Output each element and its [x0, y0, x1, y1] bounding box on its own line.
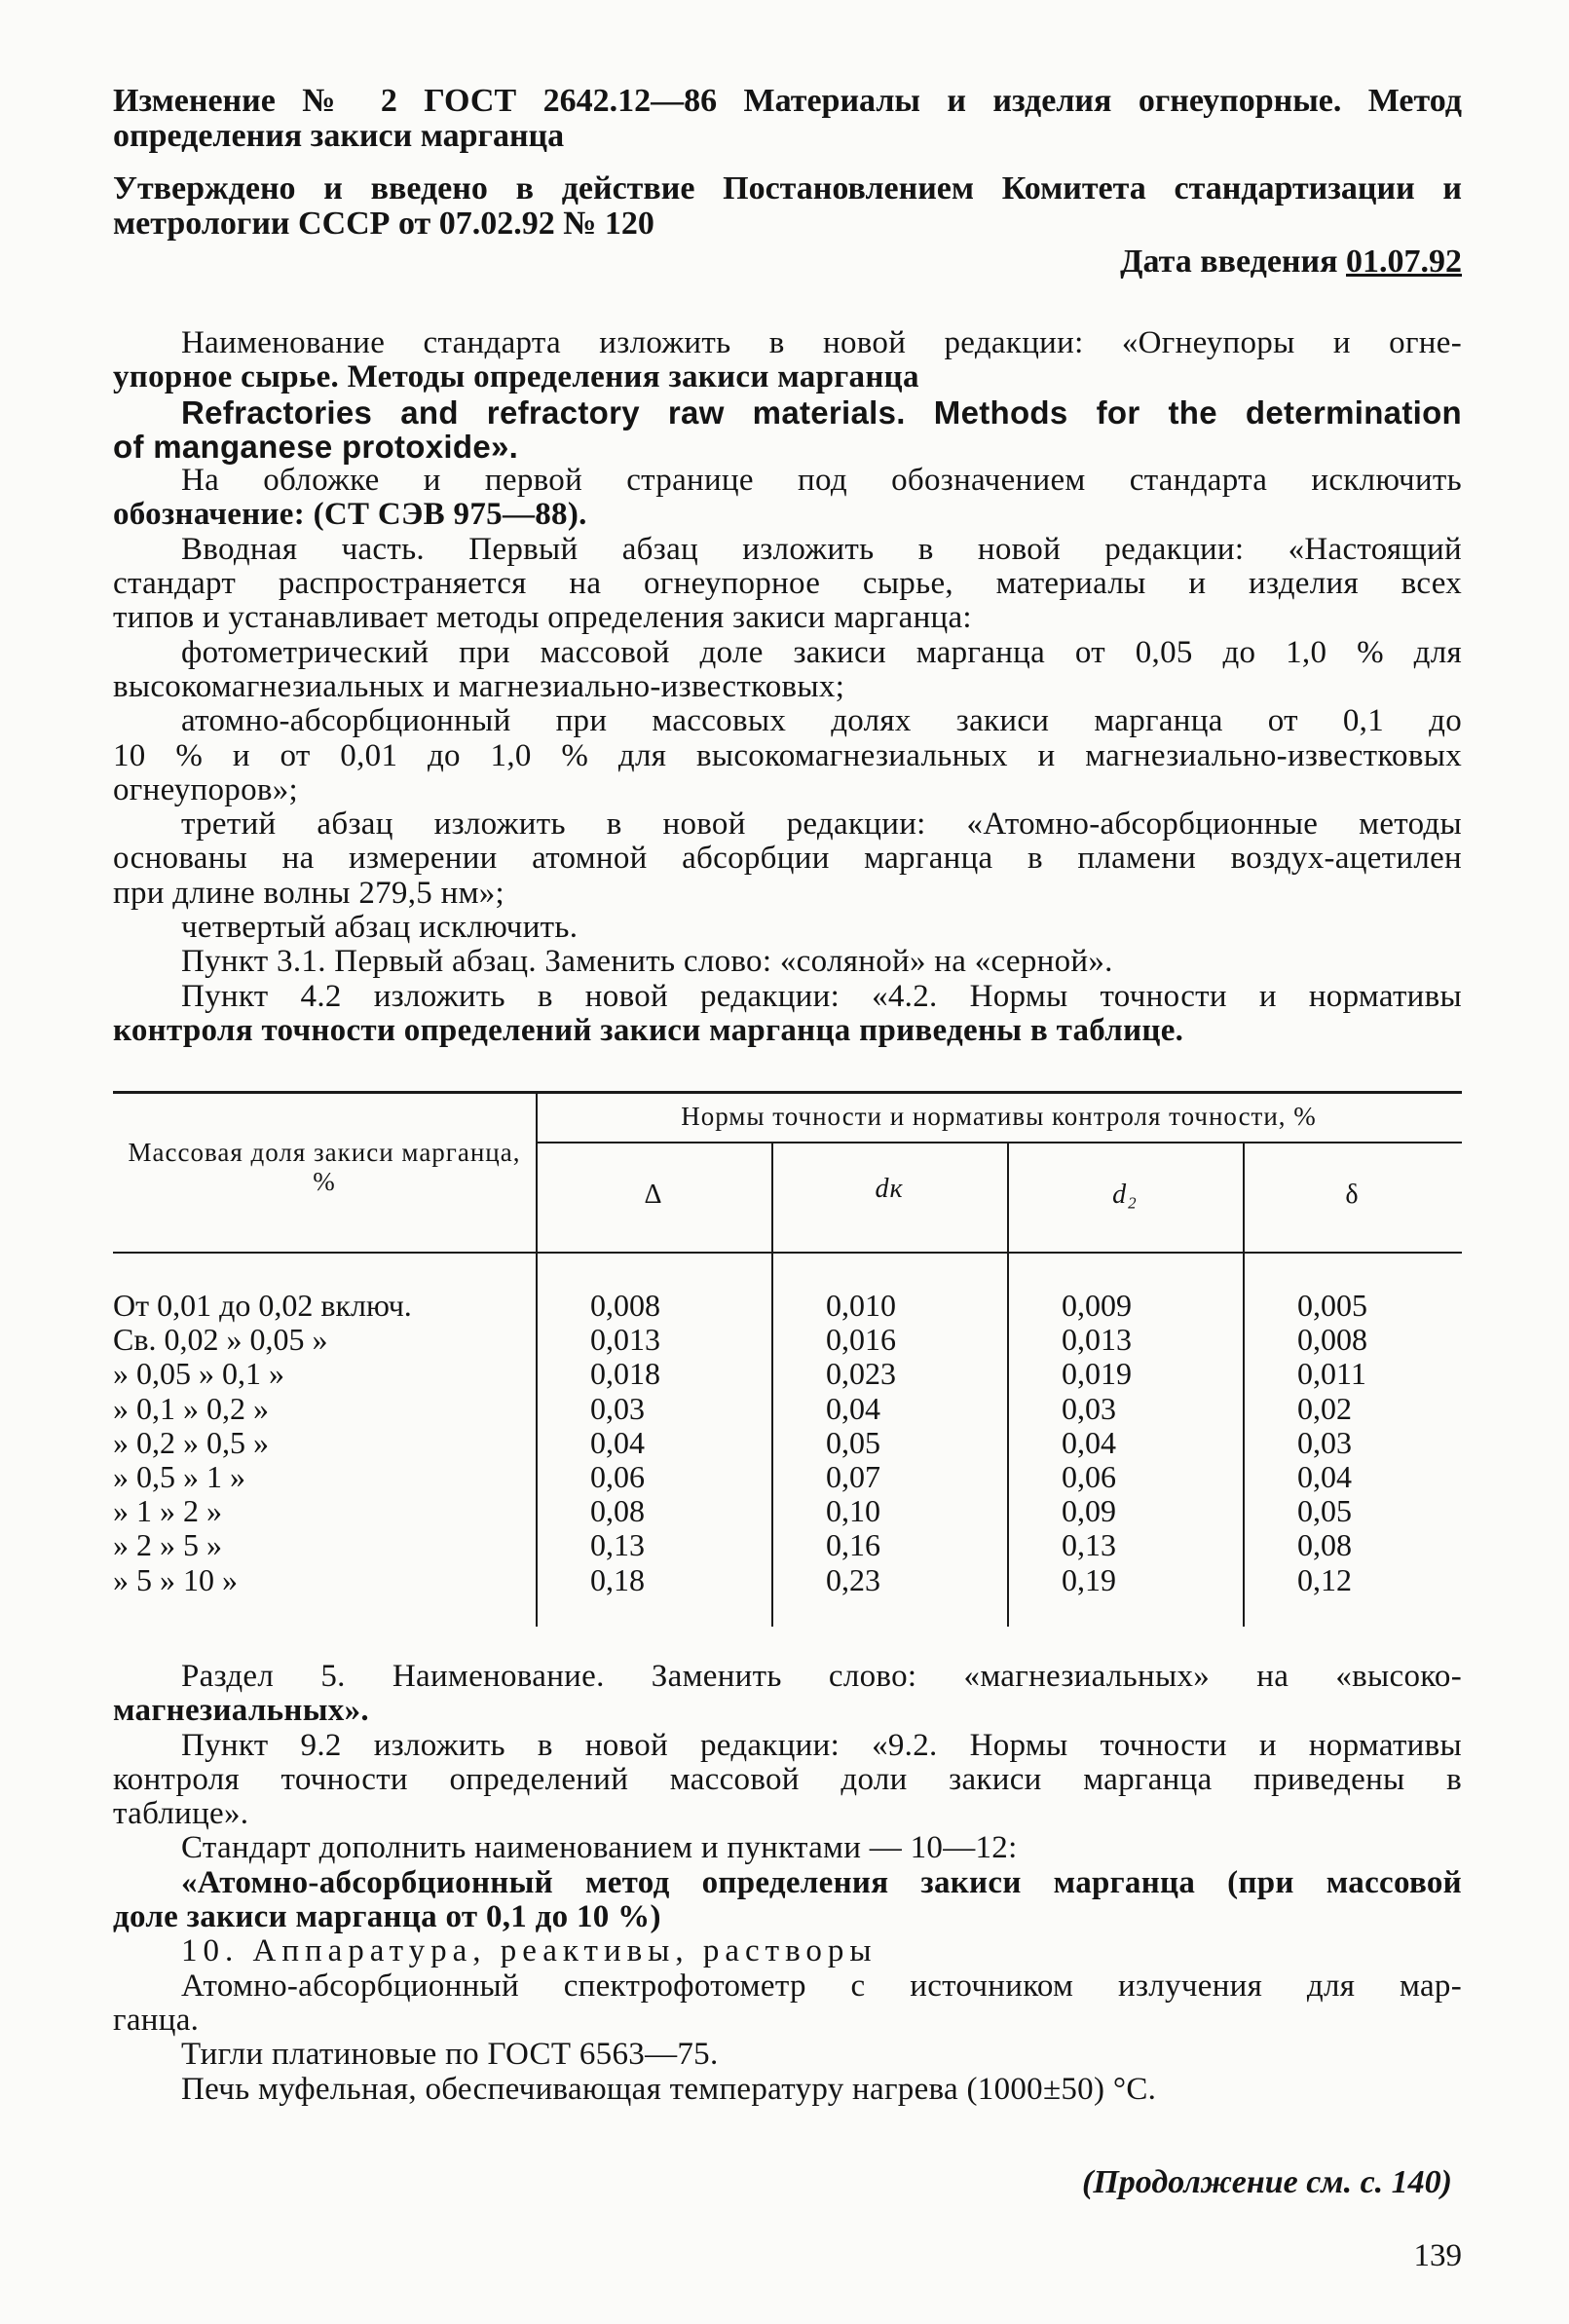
table-cell: » 2 » 5 » [113, 1527, 222, 1563]
table-cell: » 0,5 » 1 » [113, 1458, 245, 1494]
table-cell: 0,03 [590, 1390, 645, 1426]
column-sigma [1297, 1289, 1367, 1597]
body-line: Раздел 5. Наименование. Заменить слово: «магнезиальных» на «высоко- [181, 1659, 1462, 1694]
body-line: типов и устанавливает методы определения закиси марганца: [113, 600, 972, 636]
table-cell: 0,005 [1297, 1288, 1367, 1323]
body-line: упорное сырье. Методы определения закиси марганца [113, 359, 919, 395]
table-group-rule [536, 1142, 1462, 1143]
table-cell: 0,06 [1062, 1458, 1116, 1494]
table-cell: 0,009 [1062, 1288, 1132, 1323]
table-cell: 0,013 [590, 1322, 660, 1358]
column-header-sigma: δ [1345, 1180, 1360, 1210]
body-line: Вводная часть. Первый абзац изложить в новой редакции: «Настоящий [181, 531, 1462, 567]
column-dk [826, 1289, 896, 1597]
table-cell: От 0,01 до 0,02 включ. [113, 1288, 412, 1323]
column-header-delta: Δ [644, 1180, 663, 1210]
continuation-note: (Продолжение см. с. 140) [1082, 2164, 1452, 2200]
body-line: «Атомно-абсорбционный метод определения закиси марганца (при массовой [181, 1864, 1462, 1900]
body-line: Тигли платиновые по ГОСТ 6563—75. [181, 2037, 719, 2073]
body-line: атомно-абсорбционный при массовых долях закиси марганца от 0,1 до [181, 703, 1462, 739]
body-text-1 [113, 326, 1462, 1048]
body-line: ганца. [113, 2002, 200, 2038]
body-line: магнезиальных». [113, 1693, 369, 1729]
table-cell: 0,04 [1062, 1424, 1116, 1460]
body-line: 10. Аппаратура, реактивы, растворы [181, 1933, 878, 1969]
table-cell: 0,008 [590, 1288, 660, 1323]
body-line: На обложке и первой странице под обозначением стандарта исключить [181, 463, 1462, 499]
accuracy-table [113, 1091, 1462, 1627]
table-cell: 0,008 [1297, 1322, 1367, 1358]
title-line-1: Изменение № 2 ГОСТ 2642.12—86 Материалы и изделия огнеупорные. Метод [113, 83, 1462, 119]
body-line: четвертый абзац исключить. [181, 910, 579, 946]
table-cell: 0,07 [826, 1458, 880, 1494]
table-cell: » 5 » 10 » [113, 1561, 238, 1597]
table-header-rule [113, 1252, 1462, 1254]
table-cell: » 0,2 » 0,5 » [113, 1424, 269, 1460]
body-line: контроля точности определений закиси марганца приведены в таблице. [113, 1012, 1184, 1048]
table-cell: 0,03 [1297, 1424, 1352, 1460]
body-line: контроля точности определений массовой доли закиси марганца приведены в [113, 1761, 1462, 1797]
table-cell: 0,03 [1062, 1390, 1116, 1426]
table-divider [1007, 1142, 1009, 1627]
table-cell: 0,05 [826, 1424, 880, 1460]
body-line: 10 % и от 0,01 до 1,0 % для высокомагнезиальных и магнезиально-известковых [113, 737, 1462, 773]
body-line: таблице». [113, 1796, 249, 1832]
body-line: Refractories and refractory raw materials. Methods for the determination [181, 394, 1462, 431]
table-cell: Св. 0,02 » 0,05 » [113, 1322, 328, 1358]
table-cell: 0,04 [590, 1424, 645, 1460]
document-header [113, 84, 1462, 154]
column-header-dk: dк [875, 1174, 904, 1204]
table-top-rule [113, 1091, 1462, 1094]
table-cell: 0,19 [1062, 1561, 1116, 1597]
table-cell: 0,13 [1062, 1527, 1116, 1563]
body-line: основаны на измерении атомной абсорбции марганца в пламени воздух-ацетилен [113, 841, 1462, 877]
body-line: стандарт распространяется на огнеупорное сырье, материалы и изделия всех [113, 566, 1462, 602]
table-cell: 0,013 [1062, 1322, 1132, 1358]
body-line: Наименование стандарта изложить в новой редакции: «Огнеупоры и огне- [181, 325, 1462, 360]
body-line: Пункт 4.2 изложить в новой редакции: «4.2. Нормы точности и нормативы [181, 978, 1462, 1014]
table-cell: 0,08 [590, 1493, 645, 1529]
table-cell: 0,023 [826, 1356, 896, 1392]
table-cell: 0,04 [826, 1390, 880, 1426]
table-cell: 0,04 [1297, 1458, 1352, 1494]
approval-block [113, 171, 1462, 242]
table-row-header: Массовая доля закиси марганца, % [128, 1138, 521, 1196]
body-line: of manganese protoxide». [113, 428, 519, 465]
table-cell: 0,010 [826, 1288, 896, 1323]
table-cell: 0,12 [1297, 1561, 1352, 1597]
column-range [113, 1289, 532, 1597]
body-line: обозначение: (СТ СЭВ 975—88). [113, 497, 587, 533]
table-cell: 0,06 [590, 1458, 645, 1494]
table-cell: » 0,1 » 0,2 » [113, 1390, 269, 1426]
table-divider [771, 1142, 773, 1627]
table-cell: 0,011 [1297, 1356, 1366, 1392]
table-cell: 0,23 [826, 1561, 880, 1597]
table-cell: 0,016 [826, 1322, 896, 1358]
effective-date-label: Дата введения [1120, 244, 1338, 280]
body-line: Пункт 3.1. Первый абзац. Заменить слово: «соляной» на «серной». [181, 944, 1113, 980]
body-text-2 [113, 1660, 1462, 2107]
body-line: при длине волны 279,5 нм»; [113, 875, 505, 911]
table-cell: 0,018 [590, 1356, 660, 1392]
effective-date-value: 01.07.92 [1346, 244, 1462, 280]
table-cell: 0,09 [1062, 1493, 1116, 1529]
table-cell: 0,10 [826, 1493, 880, 1529]
table-cell: 0,02 [1297, 1390, 1352, 1426]
body-line: Атомно-абсорбционный спектрофотометр с источником излучения для мар- [181, 1968, 1462, 2004]
table-cell: 0,05 [1297, 1493, 1352, 1529]
body-line: Печь муфельная, обеспечивающая температуру нагрева (1000±50) °С. [181, 2071, 1157, 2107]
approval-line-1: Утверждено и введено в действие Постановлением Комитета стандартизации и [113, 170, 1462, 206]
column-header-d2: d₂ [1112, 1180, 1138, 1210]
table-cell: 0,08 [1297, 1527, 1352, 1563]
table-cell: 0,18 [590, 1561, 645, 1597]
effective-date [1120, 244, 1462, 281]
body-line: высокомагнезиальных и магнезиально-известковых; [113, 668, 845, 704]
body-line: огнеупоров»; [113, 771, 299, 807]
body-line: Стандарт дополнить наименованием и пунктами — 10—12: [181, 1830, 1018, 1866]
body-line: фотометрический при массовой доле закиси марганца от 0,05 до 1,0 % для [181, 634, 1462, 670]
body-line: доле закиси марганца от 0,1 до 10 %) [113, 1899, 661, 1935]
title-line-2: определения закиси марганца [113, 118, 565, 154]
table-cell: 0,13 [590, 1527, 645, 1563]
table-divider [536, 1091, 538, 1627]
table-divider [1243, 1142, 1245, 1627]
page-number: 139 [1413, 2238, 1462, 2273]
table-cell: 0,019 [1062, 1356, 1132, 1392]
body-line: Пункт 9.2 изложить в новой редакции: «9.2. Нормы точности и нормативы [181, 1727, 1462, 1763]
column-delta [590, 1289, 660, 1597]
column-d2 [1062, 1289, 1132, 1597]
table-cell: » 1 » 2 » [113, 1493, 222, 1529]
table-group-header: Нормы точности и нормативы контроля точности, % [681, 1102, 1317, 1131]
body-line: третий абзац изложить в новой редакции: «Атомно-абсорбционные методы [181, 806, 1462, 843]
table-cell: 0,16 [826, 1527, 880, 1563]
table-cell: » 0,05 » 0,1 » [113, 1356, 284, 1392]
approval-line-2: метрологии СССР от 07.02.92 № 120 [113, 206, 654, 242]
